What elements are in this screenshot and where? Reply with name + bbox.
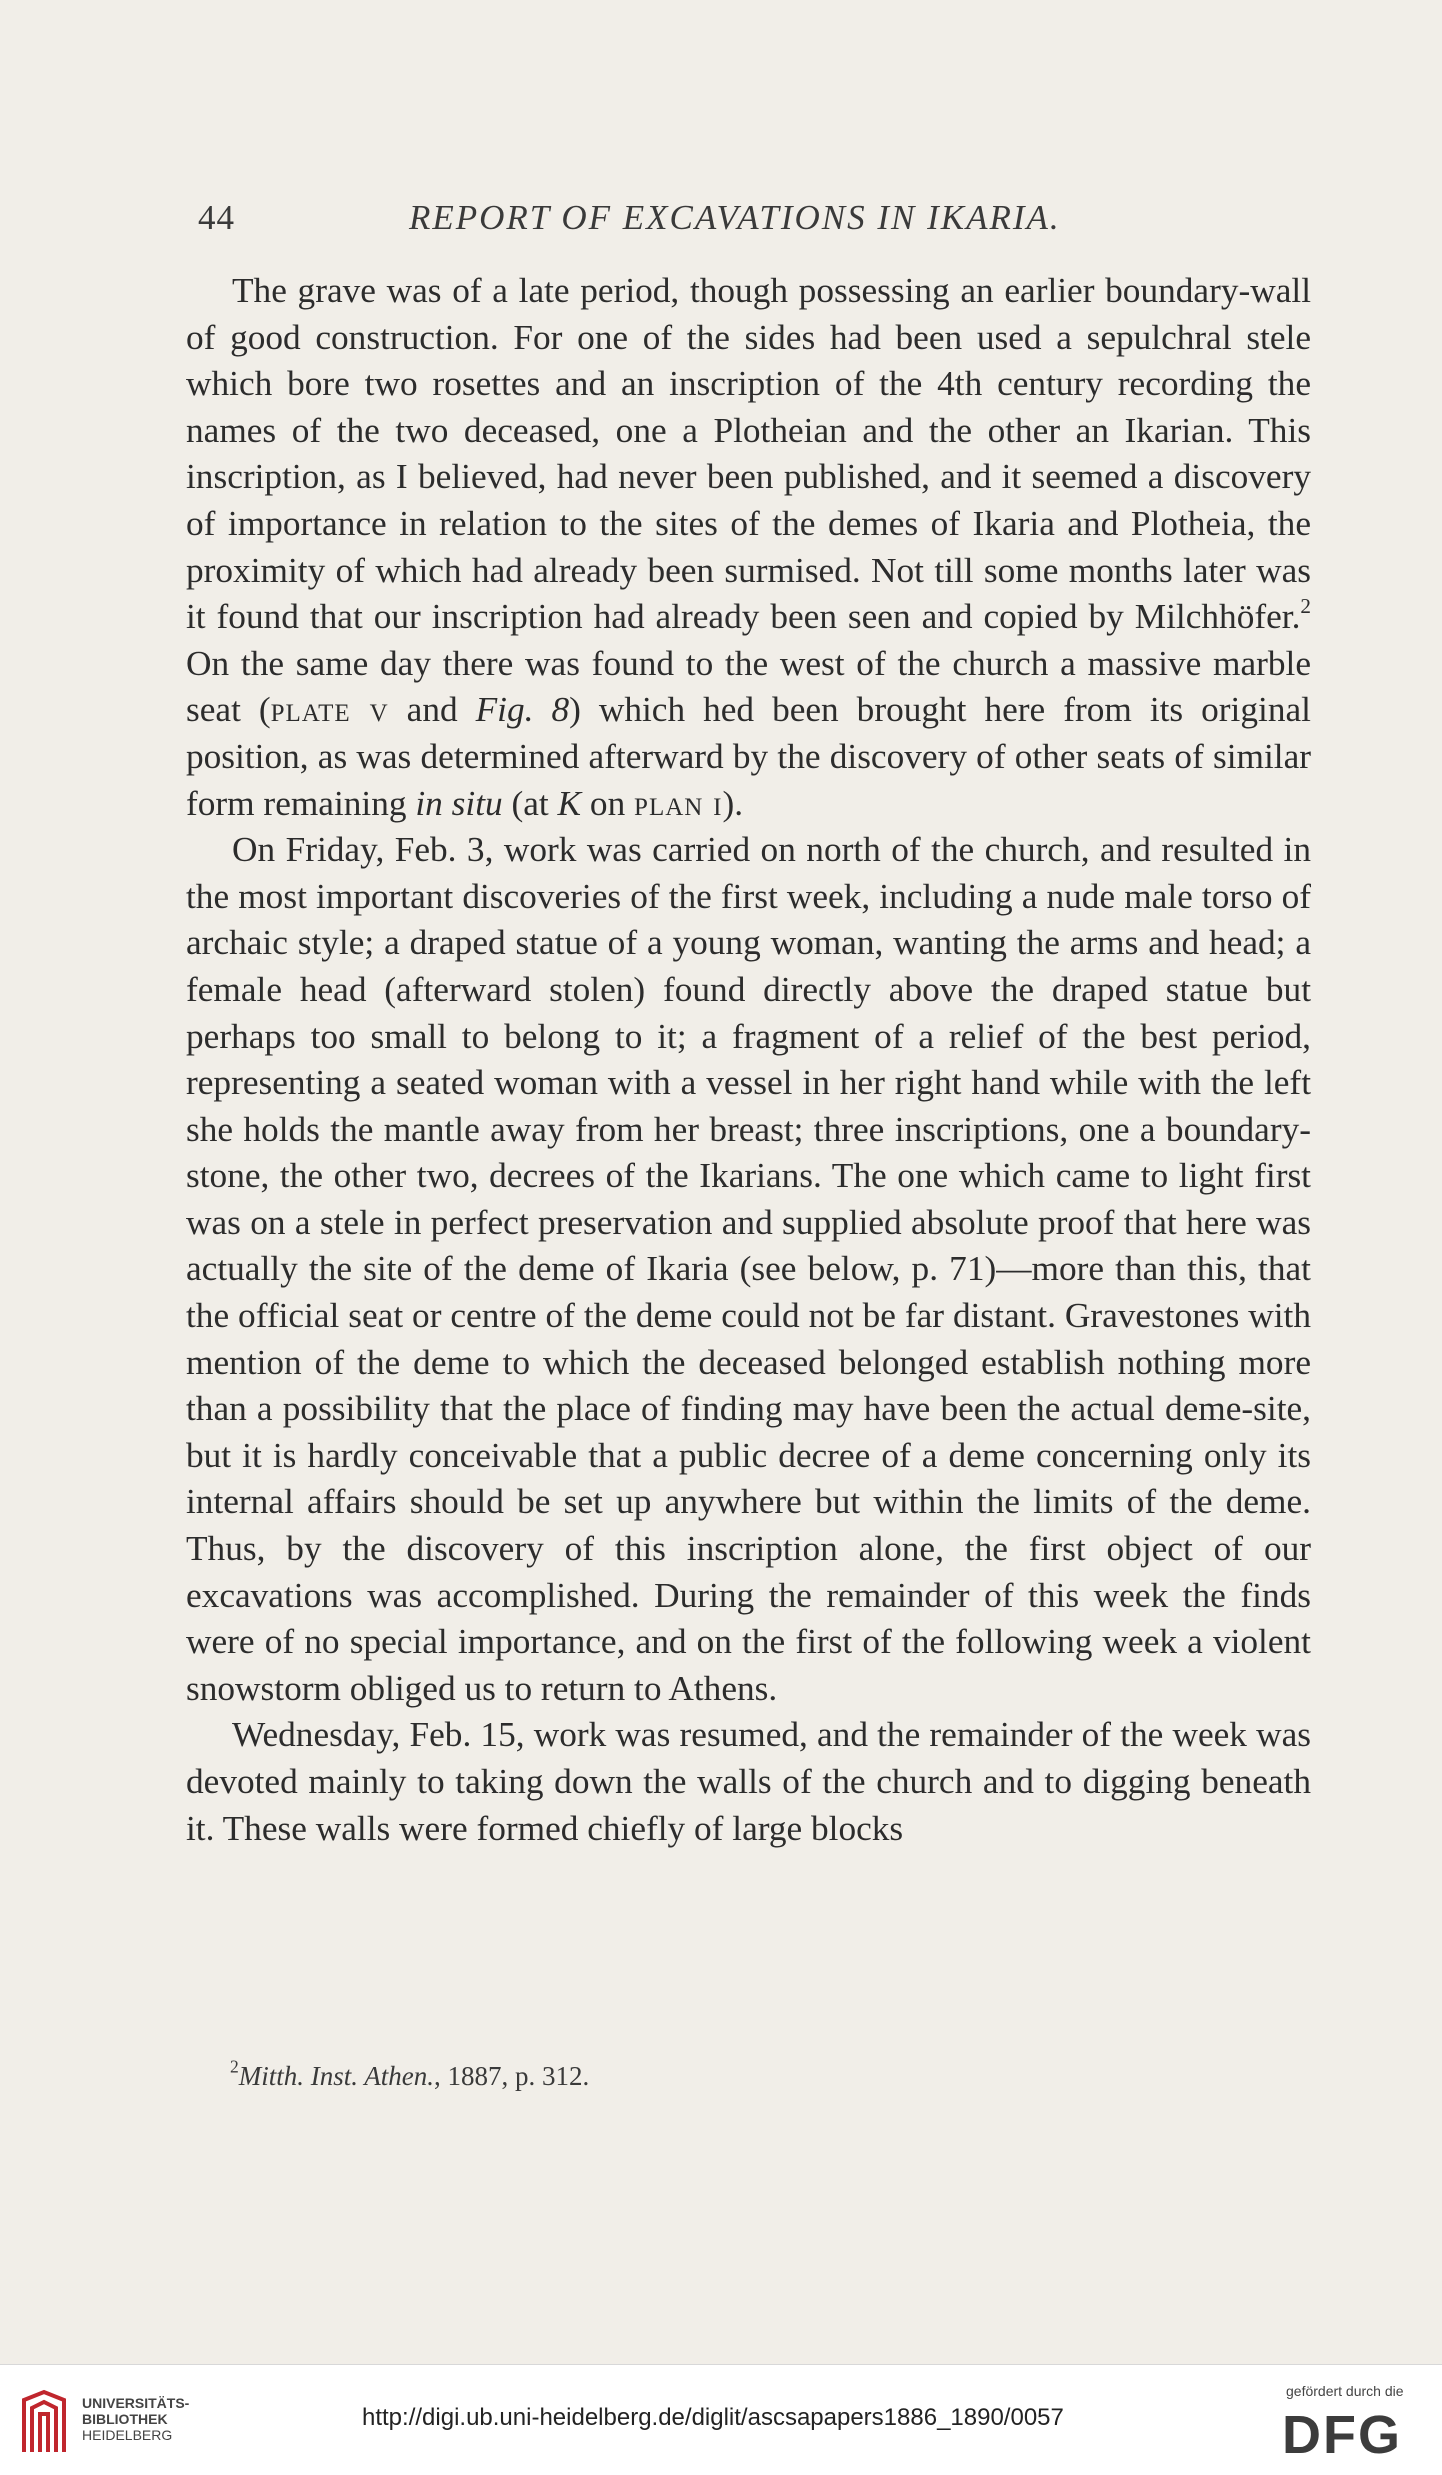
figure-ref: Fig. 8 <box>475 690 570 730</box>
university-logo-icon <box>18 2388 70 2458</box>
body-text <box>186 268 1311 1852</box>
footnote <box>230 2056 1130 2092</box>
plan-letter: K <box>557 783 582 823</box>
institution-line-3: HEIDELBERG <box>82 2427 173 2443</box>
p1-text-g: ). <box>722 783 744 823</box>
permalink[interactable]: http://digi.ub.uni-heidelberg.de/diglit/ascsapapers1886_1890/0057 <box>362 2404 1064 2431</box>
p1-text-d: ) which hed been brought here from its original position, as was determined afterward by the discovery of other seats of similar form remaining <box>186 690 1311 823</box>
paragraph-3: Wednesday, Feb. 15, work was resumed, and the remainder of the week was devoted mainly to taking down the walls of the church and to digging beneath it. These walls were formed chiefly of large blocks <box>186 1715 1311 1848</box>
footnote-marker: 2 <box>230 2056 239 2077</box>
paragraph-2: On Friday, Feb. 3, work was carried on north of the church, and resulted in the most important discoveries of the first week, including a nude male torso of archaic style; a draped statue of a young woman, wanting the arms and head; a female head (afterward stolen) found directly above the draped statue but perhaps too small to belong to it; a fragment of a relief of the best period, representing a seated woman with a vessel in her right hand while with the left she holds the mantle away from her breast; three inscriptions, one a boundary-stone, the other two, decrees of the Ikarians. The one which came to light first was on a stele in perfect preservation and supplied absolute proof that here was actually the site of the deme of Ikaria (see below, p. 71)—more than this, that the official seat or centre of the deme could not be far distant. Gravestones with mention of the deme to which the deceased belonged establish nothing more than a possibility that the place of finding may have been the actual deme-site, but it is hardly conceivable that a public decree of a deme concerning only its internal affairs should be set up anywhere but within the limits of the deme. Thus, by the discovery of this inscription alone, the first object of our excavations was accomplished. During the remainder of this week the finds were of no special importance, and on the first of the following week a violent snowstorm obliged us to return to Athens. <box>186 830 1311 1708</box>
footnote-ref: 2 <box>1300 594 1311 619</box>
sponsor-text: gefördert durch die <box>1286 2383 1404 2399</box>
p1-text-b: On the same day there was found to the west of the church a massive marble seat ( <box>186 643 1311 730</box>
p1-text-f: on <box>581 783 635 823</box>
institution-line-1: UNIVERSITÄTS- <box>82 2395 190 2411</box>
in-situ: in situ <box>415 783 503 823</box>
p1-text-a: The grave was of a late period, though possessing an earlier boundary-wall of good construction. For one of the sides had been used a sepulchral stele which bore two rosettes and an inscription of the 4th century recording the names of the two deceased, one a Plotheian and the other an Ikarian. This inscription, as I believed, had never been published, and it seemed a discovery of importance in relation to the sites of the demes of Ikaria and Plotheia, the proximity of which had already been surmised. Not till some months later was it found that our inscription had already been seen and copied by Milchhöfer. <box>186 271 1311 637</box>
footnote-rest: , 1887, p. 312. <box>434 2061 590 2091</box>
footnote-source: Mitth. Inst. Athen. <box>238 2061 435 2091</box>
dfg-logo: DFG <box>1282 2405 1402 2465</box>
paragraph-1 <box>186 268 1311 827</box>
plan-ref: plan i <box>634 783 723 823</box>
page-number: 44 <box>198 198 235 237</box>
university-name <box>82 2395 189 2443</box>
plate-ref: plate v <box>270 690 389 730</box>
running-header <box>198 186 1328 246</box>
p1-text-c: and <box>388 690 476 730</box>
p1-text-e: (at <box>502 783 558 823</box>
running-title: REPORT OF EXCAVATIONS IN IKARIA. <box>409 198 1061 237</box>
institution-line-2: BIBLIOTHEK <box>82 2411 168 2427</box>
